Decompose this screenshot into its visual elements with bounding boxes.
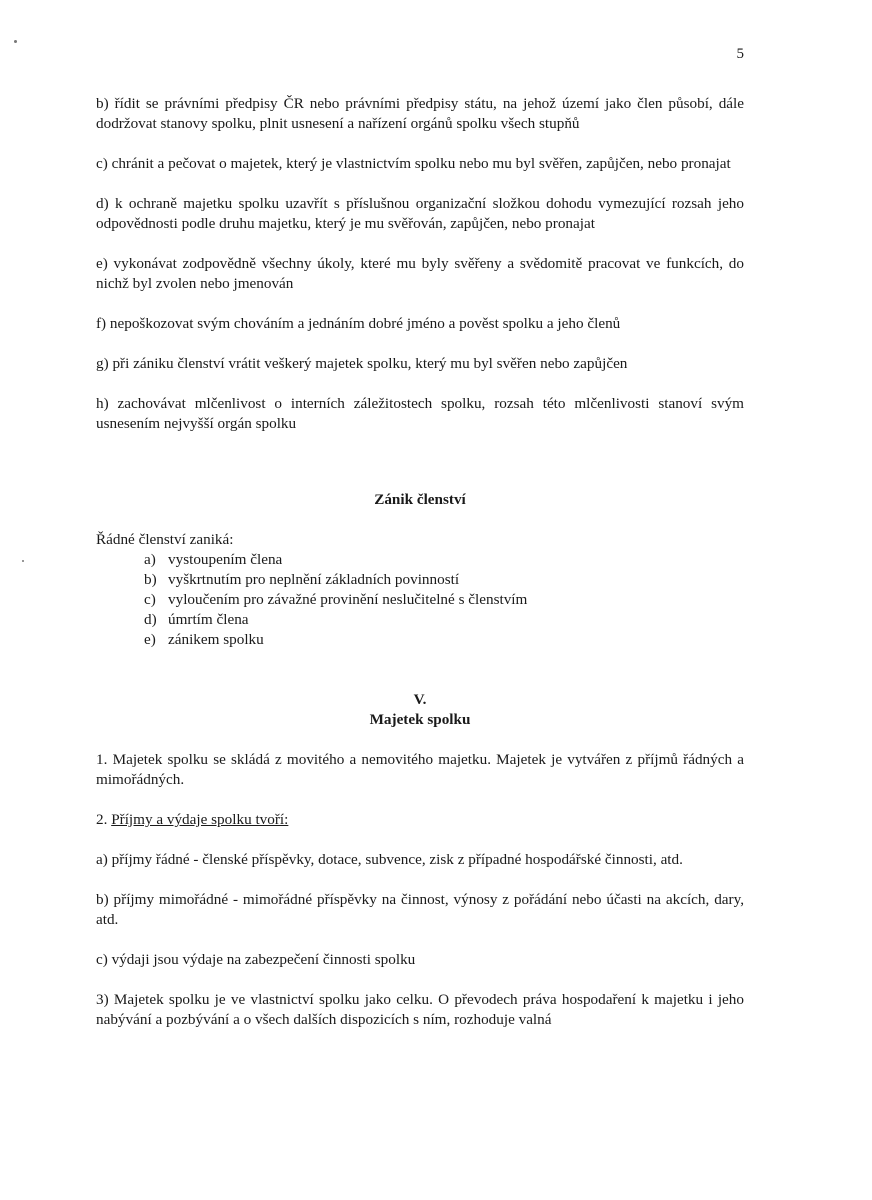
list-item-text: úmrtím člena bbox=[168, 611, 249, 628]
document-body bbox=[96, 94, 744, 1050]
list-item bbox=[144, 570, 744, 590]
page-number: 5 bbox=[736, 46, 744, 62]
list-marker: e) bbox=[144, 631, 156, 648]
p2-prefix: 2. bbox=[96, 811, 112, 828]
list-marker: a) bbox=[144, 551, 156, 568]
majetek-pc: c) výdaji jsou výdaje na zabezpečení činnosti spolku bbox=[96, 951, 416, 968]
obligation-f: f) nepoškozovat svým chováním a jednáním dobré jméno a pověst spolku a jeho členů bbox=[96, 315, 621, 332]
majetek-p2 bbox=[96, 810, 744, 830]
list-marker: b) bbox=[144, 571, 157, 588]
list-marker: c) bbox=[144, 591, 156, 608]
obligation-d: d) k ochraně majetku spolku uzavřít s příslušnou organizační složkou dohodu vymezující rozsah jeho odpovědnosti podle druhu majetku, který je mu svěřován, zapůjčen, nebo pronajat bbox=[96, 195, 744, 232]
obligation-h: h) zachovávat mlčenlivost o interních záležitostech spolku, rozsah této mlčenlivosti stanoví svým usnesením nejvyšší orgán spolku bbox=[96, 395, 744, 432]
list-marker: d) bbox=[144, 611, 157, 628]
obligation-c: c) chránit a pečovat o majetek, který je vlastnictvím spolku nebo mu byl svěřen, zapůjčen, nebo pronajat bbox=[96, 155, 731, 172]
section-gap bbox=[96, 650, 744, 690]
list-item-text: vystoupením člena bbox=[168, 551, 283, 568]
zanik-list bbox=[96, 550, 744, 650]
majetek-pa: a) příjmy řádné - členské příspěvky, dotace, subvence, zisk z případné hospodářské činnosti, atd. bbox=[96, 851, 683, 868]
list-item-text: vyloučením pro závažné provinění neslučitelné s členstvím bbox=[168, 591, 528, 608]
section-gap bbox=[96, 434, 744, 490]
majetek-p1: 1. Majetek spolku se skládá z movitého a nemovitého majetku. Majetek je vytvářen z příjmů řádných a mimořádných. bbox=[96, 751, 744, 788]
p2-underlined: Příjmy a výdaje spolku tvoří: bbox=[111, 811, 289, 828]
obligation-e: e) vykonávat zodpovědně všechny úkoly, které mu byly svěřeny a svědomitě pracovat ve funkcích, do nichž byl zvolen nebo jmenován bbox=[96, 255, 744, 292]
list-item-text: vyškrtnutím pro neplnění základních povinností bbox=[168, 571, 460, 588]
list-item bbox=[144, 610, 744, 630]
list-item-text: zánikem spolku bbox=[168, 631, 264, 648]
majetek-heading-block bbox=[96, 690, 744, 730]
majetek-pb: b) příjmy mimořádné - mimořádné příspěvky na činnost, výnosy z pořádání nebo účasti na akcích, dary, atd. bbox=[96, 891, 744, 928]
list-item bbox=[144, 590, 744, 610]
obligation-b: b) řídit se právními předpisy ČR nebo právními předpisy státu, na jehož území jako člen působí, dále dodržovat stanovy spolku, plnit usnesení a nařízení orgánů spolku všech stupňů bbox=[96, 95, 744, 132]
section-number: V. bbox=[413, 691, 427, 708]
list-item bbox=[144, 630, 744, 650]
zanik-heading: Zánik členství bbox=[374, 491, 466, 508]
zanik-intro: Řádné členství zaniká: bbox=[96, 531, 234, 548]
obligation-g: g) při zániku členství vrátit veškerý majetek spolku, který mu byl svěřen nebo zapůjčen bbox=[96, 355, 628, 372]
list-item bbox=[144, 550, 744, 570]
majetek-heading: Majetek spolku bbox=[369, 711, 471, 728]
scan-speck bbox=[14, 40, 17, 43]
scan-speck bbox=[22, 560, 24, 562]
majetek-p3: 3) Majetek spolku je ve vlastnictví spolku jako celku. O převodech práva hospodaření k majetku i jeho nabývání a pozbývání a o všech dalších dispozicích s ním, rozhoduje valná bbox=[96, 991, 744, 1028]
